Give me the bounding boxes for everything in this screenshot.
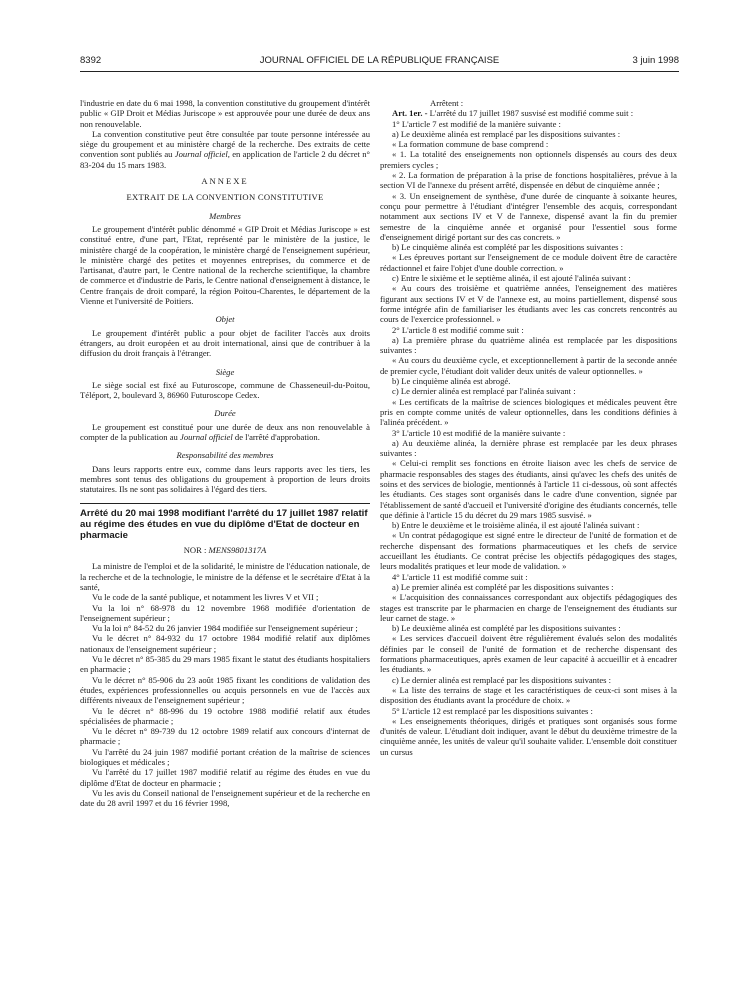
paragraph: « Celui-ci remplit ses fonctions en étroite liaison avec les chefs de service de pharmacie responsables des stages des étudiants, ainsi qu'avec les chefs des unités de soins et des services de biologie, mentionnés à l'article 11 ci-dessous, où sont affectés les étudiants. Ces stages sont organisés dans le cadre d'une convention, signée par l'établissement de santé d'accueil et l'université d'origine des étudiants concernés, telle que définie à l'article 15 du décret du 29 mars 1985 susvisé. » [380, 458, 677, 520]
extract-heading: EXTRAIT DE LA CONVENTION CONSTITUTIVE [126, 192, 324, 203]
paragraph: « Les enseignements théoriques, dirigés et pratiques sont organisés sous forme d'unités de valeur. L'étudiant doit indiquer, avant le début du deuxième trimestre de la cinquième année, les unités de valeur qu'il souhaite valider. L'ensemble doit constituer un cursus [380, 715, 677, 757]
journal-title: JOURNAL OFFICIEL DE LA RÉPUBLIQUE FRANÇAISE [259, 55, 500, 66]
article-1: Art. 1er. - L'arrêté du 17 juillet 1987 susvisé est modifié comme suit : [392, 108, 634, 119]
paragraph: b) Le deuxième alinéa est complété par les dispositions suivantes : [392, 623, 621, 634]
arrete-title: Arrêté du 20 mai 1998 modifiant l'arrêté du 17 juillet 1987 relatif au régime des études en vue du diplôme d'Etat de docteur en pharmacie [80, 507, 368, 541]
paragraph: « La formation commune de base comprend : [392, 139, 549, 150]
paragraph: b) Le cinquième alinéa est complété par les dispositions suivantes : [392, 242, 624, 253]
visa: Vu la loi n° 68-978 du 12 novembre 1968 modifiée d'orientation de l'enseignement supérieur ; [80, 602, 370, 623]
paragraph: « 2. La formation de préparation à la prise de fonctions hospitalières, prévue à la section VI de l'annexe du présent arrêté, dispensée en début de cinquième année ; [380, 170, 677, 191]
paragraph: 2° L'article 8 est modifié comme suit : [392, 324, 524, 335]
paragraph: « 3. Un enseignement de synthèse, d'une durée de cinquante à soixante heures, conçu pour permettre à l'étudiant d'intégrer l'ensemble des acquis, correspondant notamment aux sections IV et V de l'annexe, dispensé avant la fin du premier semestre de la cinquième année et organisé pour l'essentiel sous forme d'enseignement dirigé portant sur des cas concrets. » [380, 190, 677, 242]
paragraph: La ministre de l'emploi et de la solidarité, le ministre de l'éducation nationale, de la recherche et de la technologie, le ministre de la défense et le secrétaire d'Etat à la santé, [80, 561, 370, 592]
paragraph: « Les épreuves portant sur l'enseignement de ce module doivent être de caractère rédactionnel et faire l'objet d'une double correction. » [380, 252, 677, 273]
paragraph: l'industrie en date du 6 mai 1998, la convention constitutive du groupement d'intérêt public « GIP Droit et Médias Juriscope » est approuvée pour une durée de deux ans non renouvelable. [80, 98, 370, 129]
paragraph: « Un contrat pédagogique est signé entre le directeur de l'unité de formation et de recherche dispensant des formations pharmaceutiques et les chefs de service accueillant les étudiants. Ce contrat précise les objectifs pédagogiques des stages, leurs modalités pratiques et leur mode de validation. » [380, 530, 677, 572]
paragraph: « La liste des terrains de stage et les caractéristiques de ceux-ci sont mises à la disposition des étudiants avant la procédure de choix. » [380, 684, 677, 706]
paragraph: « Les services d'accueil doivent être régulièrement évalués selon des modalités définies par le conseil de l'unité de formation et de recherche dispensant des formations pharmaceutiques, après examen de leur capacité à accueillir et à encadrer les étudiants. » [380, 633, 677, 675]
visa: Vu le décret n° 89-739 du 12 octobre 1989 relatif aux concours d'internat de pharmacie ; [80, 726, 370, 747]
page-number: 8392 [80, 55, 102, 66]
visa: Vu le code de la santé publique, et notamment les livres V et VII ; [92, 592, 319, 603]
section-heading-siege: Siège [215, 366, 235, 377]
page-header [80, 55, 679, 71]
paragraph: « Au cours des troisième et quatrième années, l'enseignement des matières figurant aux sections IV et V de l'annexe est, au moins partiellement, dispensé sous forme intégrée afin de familiariser les étudiants avec les cas concrets rencontrés au cours de l'exercice professionnel. » [380, 283, 677, 325]
paragraph: 5° L'article 12 est remplacé par les dispositions suivantes : [392, 705, 593, 716]
visa: Vu le décret n° 85-906 du 23 août 1985 fixant les conditions de validation des études, expériences professionnelles ou acquis personnels en vue de l'accès aux différents niveaux de l'enseignement supérieur ; [80, 674, 370, 706]
header-rule [80, 71, 679, 72]
visa: Vu l'arrêté du 24 juin 1987 modifié portant création de la maîtrise de sciences biologiques et médicales ; [80, 746, 370, 768]
paragraph: 3° L'article 10 est modifié de la manière suivante : [392, 427, 566, 438]
issue-date: 3 juin 1998 [632, 55, 679, 66]
paragraph: Le groupement est constitué pour une durée de deux ans non renouvelable à compter de la publication au Journal officiel de l'arrêté d'approbation. [80, 421, 370, 443]
paragraph: « L'acquisition des connaissances correspondant aux objectifs pédagogiques des stages est transcrite par le pharmacien en charge de l'enseignement des étudiants sur leur carnet de stage. » [380, 592, 677, 623]
paragraph: b) Entre le deuxième et le troisième alinéa, il est ajouté l'alinéa suivant : [392, 520, 640, 531]
visa: Vu le décret n° 88-996 du 19 octobre 1988 modifié relatif aux études spécialisées de pharmacie ; [80, 705, 370, 726]
paragraph: 4° L'article 11 est modifié comme suit : [392, 571, 528, 582]
paragraph: Le siège social est fixé au Futuroscope, commune de Chasseneuil-du-Poitou, Téléport, 2, boulevard 3, 86960 Futuroscope Cedex. [80, 379, 370, 401]
section-heading-objet: Objet [215, 314, 235, 325]
left-column [80, 98, 370, 809]
section-divider [80, 503, 370, 504]
paragraph: « Au cours du deuxième cycle, et exceptionnellement à partir de la seconde année de premier cycle, l'étudiant doit valider deux unités de valeur optionnelles. » [380, 355, 677, 376]
visa: Vu l'arrêté du 17 juillet 1987 modifié relatif au régime des études en vue du diplôme d'Etat de docteur en pharmacie ; [80, 767, 370, 788]
visa: Vu le décret n° 85-385 du 29 mars 1985 fixant le statut des étudiants hospitaliers en pharmacie ; [80, 654, 370, 675]
section-heading-duree: Durée [214, 408, 236, 419]
right-column [380, 98, 677, 757]
paragraph: « Les certificats de la maîtrise de sciences biologiques et médicales peuvent être pris en compte comme unités de valeur optionnelles, dans les conditions définies à l'alinéa précédent. » [380, 396, 677, 428]
paragraph: Le groupement d'intérêt public a pour objet de faciliter l'accès aux droits étrangers, au droit européen et au droit international, ainsi que de contribuer à la diffusion du droit français à l'étranger. [80, 327, 370, 359]
paragraph: b) Le cinquième alinéa est abrogé. [392, 376, 511, 387]
paragraph: Dans leurs rapports entre eux, comme dans leurs rapports avec les tiers, les membres sont tenus des obligations du groupement à proportion de leurs droits statutaires. Ils ne sont pas solidaires à l'égard des tiers. [80, 463, 370, 495]
paragraph: a) Au deuxième alinéa, la dernière phrase est remplacée par les deux phrases suivantes : [380, 437, 677, 459]
paragraph: c) Le dernier alinéa est remplacé par les dispositions suivantes : [392, 674, 612, 685]
visa: Vu le décret n° 84-932 du 17 octobre 1984 modifié relatif aux diplômes nationaux de l'enseignement supérieur ; [80, 633, 370, 654]
paragraph: a) Le deuxième alinéa est remplacé par les dispositions suivantes : [392, 128, 621, 139]
visa: Vu les avis du Conseil national de l'enseignement supérieur et de la recherche en date du 28 avril 1997 et du 16 février 1998, [80, 787, 370, 809]
annexe-heading: ANNEXE [201, 176, 249, 187]
section-heading-responsabilite: Responsabilité des membres [176, 450, 274, 461]
paragraph: c) Entre le sixième et le septième alinéa, il est ajouté l'alinéa suivant : [392, 273, 631, 284]
arretent: Arrêtent : [430, 98, 464, 108]
paragraph: c) Le dernier alinéa est remplacé par l'alinéa suivant : [392, 386, 576, 397]
paragraph: a) La première phrase du quatrième alinéa est remplacée par les dispositions suivantes : [380, 334, 677, 356]
paragraph: La convention constitutive peut être consultée par toute personne intéressée au siège du groupement et au ministère chargé de la recherche. Des extraits de cette convention sont publiés au Journal officiel, en application de l'article 2 du décret n° 83-204 du 15 mars 1983. [80, 128, 370, 170]
paragraph: « 1. La totalité des enseignements non optionnels dispensés au cours des deux premiers cycles ; [380, 149, 677, 170]
visa: Vu la loi n° 84-52 du 26 janvier 1984 modifiée sur l'enseignement supérieur ; [92, 623, 358, 634]
nor-reference: NOR : MENS9801317A [183, 545, 267, 556]
paragraph: 1° L'article 7 est modifié de la manière suivante : [392, 118, 561, 129]
section-heading-membres: Membres [209, 210, 241, 221]
paragraph: a) Le premier alinéa est complété par les dispositions suivantes : [392, 581, 614, 592]
paragraph: Le groupement d'intérêt public dénommé « GIP Droit et Médias Juriscope » est constitué entre, d'une part, l'Etat, représenté par le ministère de la justice, le ministère chargé de la coopération, le ministère chargé de l'enseignement supérieur, le ministère chargé des petites et moyennes entreprises, du commerce et de l'artisanat, d'autre part, le Centre national de la recherche scientifique, la chambre de commerce et d'industrie de Paris, le Centre national d'enseignement à distance, le Centre français de droit comparé, la région Poitou-Charentes, le département de la Vienne et l'université de Poitiers. [80, 223, 370, 307]
